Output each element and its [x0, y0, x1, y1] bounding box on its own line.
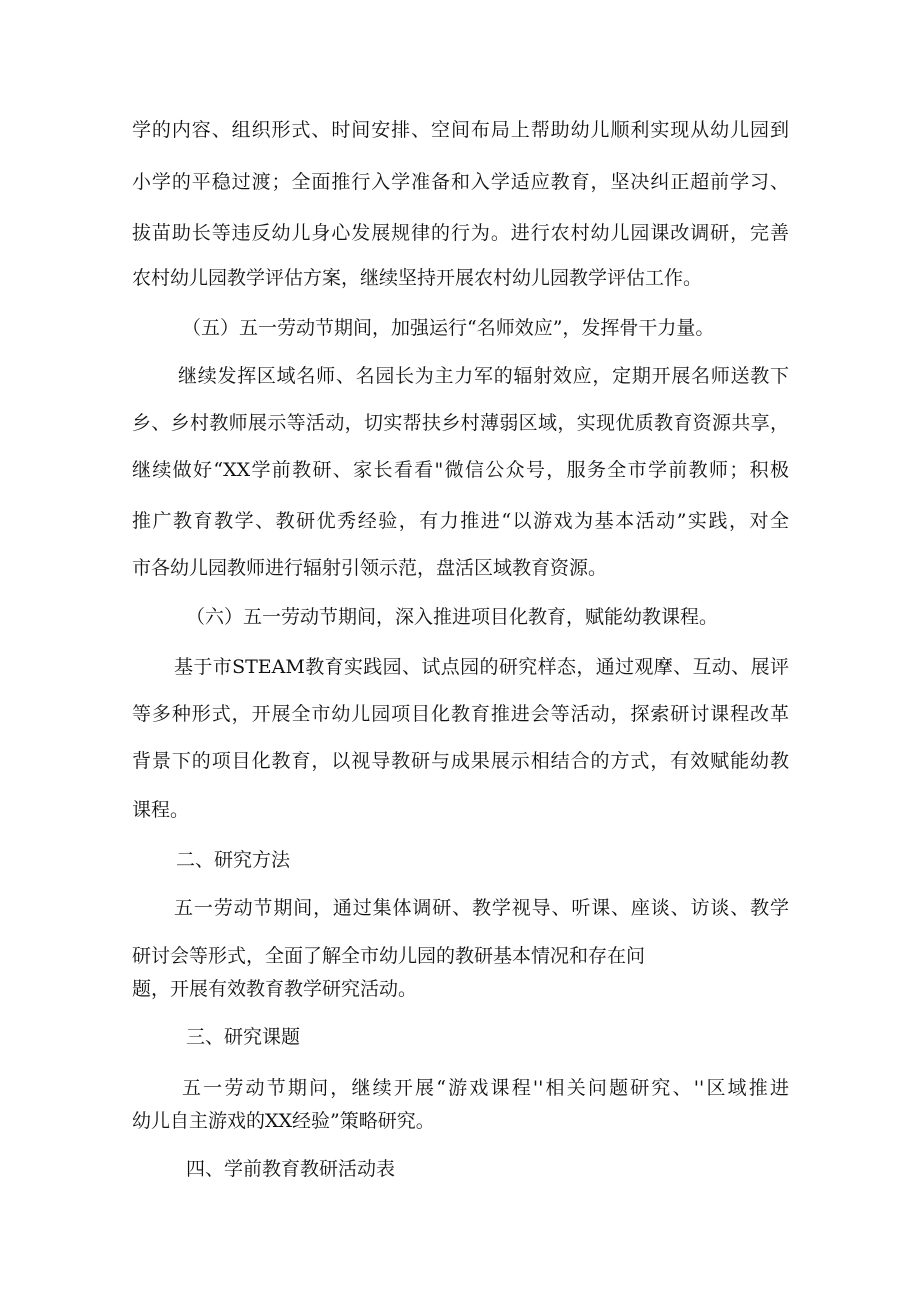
text-line: 课程。: [132, 799, 190, 821]
text-line: 小学的平稳过渡；全面推行入学准备和入学适应教育，坚决纠正超前学习、: [132, 171, 789, 193]
text-line: 学的内容、组织形式、时间安排、空间布局上帮助幼儿顺利实现从幼儿园到: [132, 119, 789, 141]
text-line: 题，开展有效教育教学研究活动。: [132, 978, 418, 1000]
text-line: 等多种形式，开展全市幼儿园项目化教育推进会等活动，探索研讨课程改革: [132, 703, 789, 725]
text-line: 推广教育教学、教研优秀经验，有力推进“以游戏为基本活动”实践，对全: [132, 510, 789, 532]
text-line: 继续做好“XX学前教研、家长看看"微信公众号，服务全市学前教师；积极: [132, 459, 789, 481]
text-line: 五一劳动节期间，通过集体调研、教学视导、听课、座谈、访谈、教学: [174, 897, 789, 919]
text-line: 背景下的项目化教育，以视导教研与成果展示相结合的方式，有效赋能幼教: [132, 750, 789, 772]
text-line: 市各幼儿园教师进行辐射引领示范，盘活区域教育资源。: [132, 557, 608, 579]
section-heading-research-topics: 三、研究课题: [186, 1026, 301, 1048]
subsection-heading-6: （六）五一劳动节期间，深入推进项目化教育，赋能幼教课程。: [186, 606, 719, 628]
text-line: 基于市STEAM教育实践园、试点园的研究样态，通过观摩、互动、展评: [174, 656, 789, 678]
text-line: 乡、乡村教师展示等活动，切实帮扶乡村薄弱区域，实现优质教育资源共享，: [132, 412, 789, 434]
text-line: 继续发挥区域名师、名园长为主力军的辐射效应，定期开展名师送教下: [178, 365, 789, 387]
section-heading-research-methods: 二、研究方法: [176, 849, 291, 871]
text-line: 拔苗助长等违反幼儿身心发展规律的行为。进行农村幼儿园课改调研，完善: [132, 222, 789, 244]
section-heading-activity-table: 四、学前教育教研活动表: [186, 1158, 396, 1180]
text-line: 五一劳动节期问，继续开展“游戏课程''相关问题研究、''区域推进: [182, 1077, 789, 1099]
text-line: 农村幼儿园教学评估方案，继续坚持开展农村幼儿园教学评估工作。: [132, 267, 703, 289]
text-line: 研讨会等形式，全面了解全市幼儿园的教研基本情况和存在问: [132, 945, 646, 967]
text-line: 幼儿自主游戏的XX经验”策略研究。: [132, 1110, 435, 1132]
subsection-heading-5: （五）五一劳动节期间，加强运行“名师效应”，发挥骨干力量。: [182, 317, 715, 339]
